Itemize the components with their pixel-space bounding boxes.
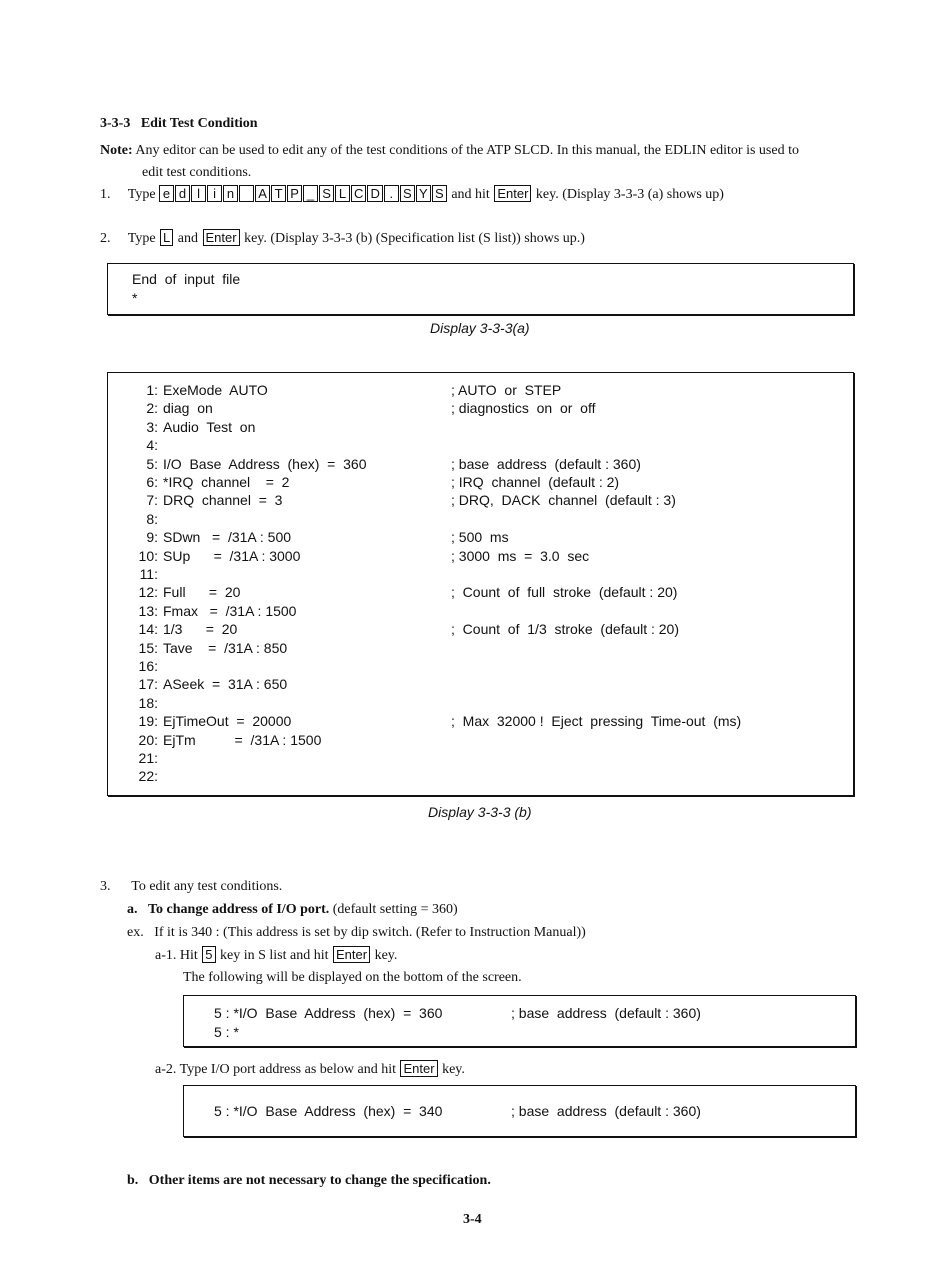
display-b-box: [107, 372, 854, 796]
step-1-post: key. (Display 3-3-3 (a) shows up): [535, 187, 724, 202]
step-3b: [127, 1173, 491, 1189]
config-comment: ; 500 ms: [451, 529, 509, 546]
line-number: 9:: [146, 529, 158, 546]
line-number: 10:: [138, 547, 158, 564]
keystroke-key: L: [335, 185, 350, 202]
line-number: 15:: [138, 639, 158, 656]
screen-box-1: [183, 995, 856, 1047]
five-key: 5: [202, 946, 215, 963]
keystroke-key: l: [191, 185, 206, 202]
config-comment: ; Count of full stroke (default : 20): [451, 584, 678, 601]
keystroke-key: d: [175, 185, 190, 202]
keystroke-key: C: [351, 185, 366, 202]
line-number: 6:: [146, 474, 158, 490]
config-comment: ; IRQ channel (default : 2): [451, 474, 620, 490]
step-2: [100, 229, 585, 247]
keystroke-key: _: [303, 185, 318, 202]
line-number: 14:: [138, 621, 158, 638]
step-3-text: To edit any test conditions.: [131, 879, 283, 894]
step-a2-pre: a-2. Type I/O port address as below and hit: [155, 1062, 396, 1077]
config-comment: ; DRQ, DACK channel (default : 3): [451, 492, 676, 509]
screen-box-2-line-1: 5 : *I/O Base Address (hex) = 340: [214, 1103, 443, 1119]
step-a1-follow: The following will be displayed on the bottom of the screen.: [183, 970, 522, 985]
line-number: 13:: [138, 602, 158, 619]
config-line: ExeMode AUTO: [163, 382, 268, 398]
keystroke-key: D: [367, 185, 382, 202]
step-a2-post: key.: [442, 1062, 465, 1077]
step-2-pre: Type: [127, 231, 156, 246]
step-a1-mid: key in S list and hit: [220, 948, 329, 963]
note-line-2: edit test conditions.: [142, 165, 252, 180]
line-number: 11:: [139, 566, 158, 582]
enter-key: Enter: [333, 946, 370, 963]
keystroke-key: Y: [416, 185, 431, 202]
line-number: 5:: [146, 455, 158, 472]
step-3b-label: b.: [127, 1173, 139, 1188]
example-label: ex.: [127, 925, 144, 940]
step-1-keys: [159, 187, 448, 202]
example-text: If it is 340 : (This address is set by dip switch. (Refer to Instruction Manual)): [154, 925, 586, 940]
step-2-mid: and: [177, 231, 198, 246]
line-number: 21:: [138, 750, 158, 766]
keystroke-key: T: [271, 185, 286, 202]
line-number: 1:: [146, 382, 158, 398]
config-line: I/O Base Address (hex) = 360: [163, 455, 367, 472]
config-comment: ; AUTO or STEP: [451, 382, 562, 398]
line-number: 3:: [146, 418, 158, 435]
keystroke-key: e: [159, 185, 174, 202]
display-a-caption: Display 3-3-3(a): [430, 320, 530, 336]
step-1-pre: Type: [127, 187, 156, 202]
config-line: DRQ channel = 3: [163, 492, 283, 509]
config-line: Audio Test on: [163, 418, 256, 435]
step-1-number: 1.: [100, 187, 111, 202]
line-number: 19:: [138, 713, 158, 730]
page-number: 3-4: [463, 1212, 482, 1227]
keystroke-key: S: [432, 185, 447, 202]
step-3: [100, 879, 282, 895]
display-a-box: [107, 263, 854, 315]
config-comment: ; base address (default : 360): [451, 455, 641, 472]
section-number: 3-3-3: [100, 116, 131, 131]
config-comment: ; diagnostics on or off: [451, 400, 596, 417]
screen-box-2: [183, 1085, 856, 1137]
step-1: [100, 185, 724, 203]
step-3a-label: a.: [127, 902, 138, 917]
step-a2: [155, 1060, 465, 1078]
enter-key: Enter: [203, 229, 240, 246]
config-line: SUp = /31A : 3000: [163, 547, 301, 564]
keystroke-key: S: [319, 185, 334, 202]
step-3a-note: (default setting = 360): [332, 902, 458, 917]
step-3-number: 3.: [100, 879, 111, 894]
section-heading: [100, 116, 258, 132]
keystroke-key: .: [384, 185, 399, 202]
config-line: 1/3 = 20: [163, 621, 238, 638]
note-paragraph: [100, 140, 865, 184]
step-1-mid: and hit: [451, 187, 490, 202]
step-3-example: [127, 925, 586, 941]
config-line: ASeek = 31A : 650: [163, 676, 288, 693]
enter-key: Enter: [400, 1060, 437, 1077]
step-2-number: 2.: [100, 231, 111, 246]
step-3a: [127, 902, 458, 918]
keystroke-key: n: [223, 185, 238, 202]
config-comment: ; 3000 ms = 3.0 sec: [451, 547, 590, 564]
note-label: Note:: [100, 143, 133, 158]
l-key: L: [160, 229, 173, 246]
config-line: Tave = /31A : 850: [163, 639, 288, 656]
screen-box-1-line-2: 5 : *: [214, 1024, 239, 1040]
keystroke-key: S: [400, 185, 415, 202]
note-line-1: Any editor can be used to edit any of the test conditions of the ATP SLCD. In this manual, the EDLIN editor is used to: [135, 143, 799, 158]
line-number: 2:: [146, 400, 158, 417]
line-number: 4:: [146, 437, 158, 454]
config-line: EjTimeOut = 20000: [163, 713, 292, 730]
config-comment: ; Count of 1/3 stroke (default : 20): [451, 621, 680, 638]
config-line: Full = 20: [163, 584, 241, 601]
screen-box-1-comment: ; base address (default : 360): [511, 1005, 701, 1021]
line-number: 17:: [138, 676, 158, 693]
config-line: *IRQ channel = 2: [163, 474, 290, 490]
line-number: 18:: [138, 694, 158, 711]
keystroke-key: A: [255, 185, 270, 202]
config-line: EjTm = /31A : 1500: [163, 731, 322, 748]
line-number: 16:: [138, 658, 158, 674]
config-comment: ; Max 32000 ! Eject pressing Time-out (ms): [451, 713, 742, 730]
keystroke-key: P: [287, 185, 302, 202]
screen-box-1-line-1: 5 : *I/O Base Address (hex) = 360: [214, 1005, 443, 1021]
step-2-post: key. (Display 3-3-3 (b) (Specification list (S list)) shows up.): [244, 231, 585, 246]
config-line: Fmax = /31A : 1500: [163, 602, 297, 619]
keystroke-key: i: [207, 185, 222, 202]
line-number: 7:: [146, 492, 158, 509]
section-title: Edit Test Condition: [140, 116, 258, 131]
enter-key: Enter: [494, 185, 531, 202]
display-a-line-1: End of input file: [132, 271, 241, 287]
line-number: 8:: [146, 510, 158, 527]
step-a1: [155, 946, 397, 964]
config-line: diag on: [163, 400, 213, 417]
line-number: 20:: [138, 731, 158, 748]
step-a1-post: key.: [374, 948, 398, 963]
config-line: SDwn = /31A : 500: [163, 529, 292, 546]
line-number: 22:: [138, 768, 158, 785]
step-a1-pre: a-1. Hit: [155, 948, 198, 963]
keystroke-key: [239, 185, 254, 202]
display-a-line-2: *: [132, 290, 138, 306]
screen-box-2-comment: ; base address (default : 360): [511, 1103, 701, 1119]
step-3b-text: Other items are not necessary to change the specification.: [148, 1173, 491, 1188]
display-b-caption: Display 3-3-3 (b): [428, 804, 532, 820]
line-number: 12:: [138, 584, 158, 601]
step-3a-title: To change address of I/O port.: [148, 902, 330, 917]
